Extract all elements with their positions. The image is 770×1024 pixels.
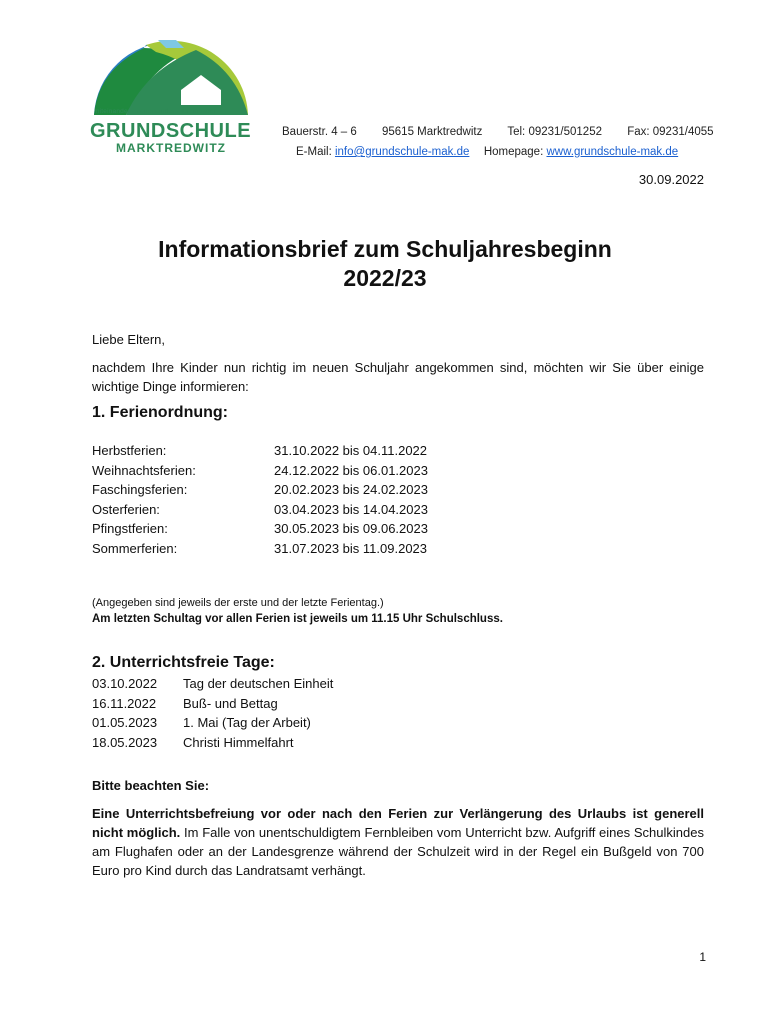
- email-label: E-Mail:: [296, 146, 332, 158]
- free-days-table: [92, 674, 333, 752]
- title-line-1: Informationsbrief zum Schuljahresbeginn: [158, 236, 612, 262]
- phone: Tel: 09231/501252: [507, 126, 602, 138]
- table-row: Herbstferien: 31.10.2022 bis 04.11.2022: [92, 443, 428, 458]
- page-number: 1: [699, 950, 706, 964]
- table-row: Sommerferien: 31.07.2023 bis 11.09.2023: [92, 540, 428, 556]
- logo-place: MARKTREDWITZ: [116, 141, 226, 155]
- notice-rest: Im Falle von unentschuldigtem Fernbleiben vom Unterricht bzw. Aufgriff eines Schulkindes am Flughafen oder an der Landesgrenze während der Schulzeit wird in der Regel ein Bußgeld von 700 Euro pro Kind durch das Landratsamt verhängt.: [92, 825, 704, 878]
- notice-paragraph: [92, 804, 704, 880]
- contact-block: [282, 122, 714, 162]
- logo-rainbow-icon: [86, 40, 256, 115]
- notice-bold: Eine Unterrichtsbefreiung vor oder nach den Ferien zur Verlängerung des Urlaubs ist generell nicht möglich.: [92, 806, 704, 840]
- table-row: 16.11.2022 Buß- und Bettag: [92, 695, 278, 711]
- early-dismissal-note: Am letzten Schultag vor allen Ferien ist jeweils um 11.15 Uhr Schulschluss.: [92, 613, 503, 625]
- section-2-heading: 2. Unterrichtsfreie Tage:: [92, 654, 275, 671]
- table-row: 01.05.2023 1. Mai (Tag der Arbeit): [92, 715, 311, 730]
- homepage-label: Homepage:: [483, 146, 544, 158]
- holiday-note: (Angegeben sind jeweils der erste und der letzte Ferientag.): [92, 597, 384, 609]
- homepage-link[interactable]: www.grundschule-mak.de: [546, 146, 679, 158]
- table-row: 03.10.2022 Tag der deutschen Einheit: [92, 676, 334, 691]
- table-row: Faschingsferien: 20.02.2023 bis 24.02.2023: [92, 482, 428, 497]
- city: 95615 Marktredwitz: [382, 126, 483, 138]
- fax: Fax: 09231/4055: [627, 126, 714, 138]
- letter-title: [0, 235, 770, 293]
- logo-name: GRUNDSCHULE: [90, 120, 252, 142]
- street: Bauerstr. 4 – 6: [282, 126, 357, 138]
- table-row: Pfingstferien: 30.05.2023 bis 09.06.2023: [92, 521, 428, 536]
- title-line-2: 2022/23: [343, 265, 427, 291]
- letter-date: 30.09.2022: [638, 172, 704, 187]
- holiday-table: [92, 441, 428, 558]
- intro-paragraph: nachdem Ihre Kinder nun richtig im neuen Schuljahr angekommen sind, möchten wir Sie über einige wichtige Dinge informieren:: [92, 360, 704, 394]
- table-row: Osterferien: 03.04.2023 bis 14.04.2023: [92, 501, 428, 517]
- section-1-heading: 1. Ferienordnung:: [92, 404, 228, 421]
- email-link[interactable]: info@grundschule-mak.de: [334, 146, 470, 158]
- greeting: Liebe Eltern,: [92, 332, 165, 347]
- table-row: Weihnachtsferien: 24.12.2022 bis 06.01.2023: [92, 462, 428, 478]
- notice-heading: Bitte beachten Sie:: [92, 778, 210, 793]
- school-logo: [86, 40, 256, 160]
- table-row: 18.05.2023 Christi Himmelfahrt: [92, 734, 294, 750]
- logo-tagline: miteinander · voneinander · füreinander: [94, 108, 216, 115]
